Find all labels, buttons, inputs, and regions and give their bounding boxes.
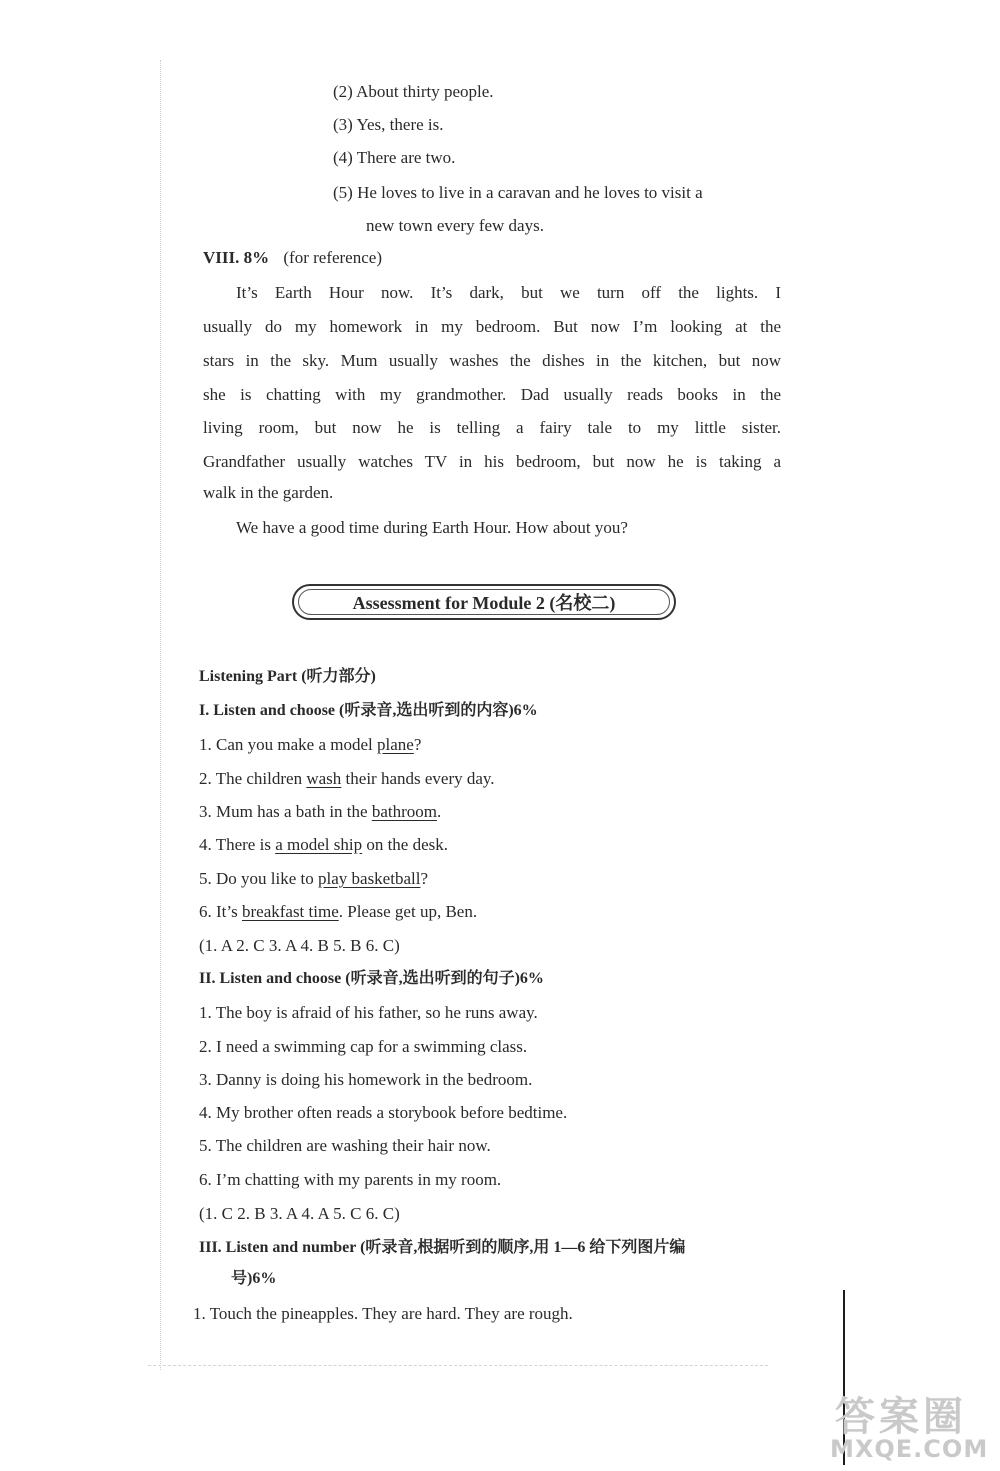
assessment-title-banner: [292, 584, 676, 620]
list-item: 3. Danny is doing his homework in the bedroom.: [199, 1070, 533, 1089]
answer-item: (3) Yes, there is.: [333, 115, 444, 134]
list-item: 4. There is a model ship on the desk.: [199, 835, 449, 854]
answer-key: (1. C 2. B 3. A 4. A 5. C 6. C): [199, 1204, 400, 1223]
passage-line: she is chatting with my grandmother. Dad usually reads books in the: [203, 385, 781, 404]
section-i-heading: I. Listen and choose (听录音,选出听到的内容)6%: [199, 702, 538, 719]
answer-item: (4) There are two.: [333, 148, 456, 167]
passage-line: It’s Earth Hour now. It’s dark, but we turn off the lights. I: [236, 283, 781, 302]
section-iii-heading: III. Listen and number (听录音,根据听到的顺序,用 1—6 给下列图片编: [199, 1239, 686, 1256]
list-item: 4. My brother often reads a storybook before bedtime.: [199, 1103, 568, 1122]
answer-item: (5) He loves to live in a caravan and he loves to visit a: [333, 183, 703, 202]
list-item: 5. The children are washing their hair now.: [199, 1136, 491, 1155]
section-viii-heading: [203, 248, 382, 268]
answer-item: (2) About thirty people.: [333, 82, 494, 101]
margin-rule: [160, 60, 161, 1370]
footer-rule: [148, 1365, 768, 1366]
list-item: 2. I need a swimming cap for a swimming class.: [199, 1037, 528, 1056]
watermark-text: 答案圈: [835, 1394, 967, 1440]
assessment-title: Assessment for Module 2 (名校二): [298, 589, 670, 615]
passage-line: living room, but now he is telling a fairy tale to my little sister.: [203, 418, 781, 437]
list-item: 1. The boy is afraid of his father, so he runs away.: [199, 1003, 538, 1022]
section-viii-label: VIII. 8%: [203, 248, 270, 267]
watermark-logo: [815, 1385, 995, 1465]
section-iii-heading-continuation: 号)6%: [231, 1270, 277, 1287]
answer-key: (1. A 2. C 3. A 4. B 5. B 6. C): [199, 936, 400, 955]
passage-line: walk in the garden.: [203, 483, 334, 502]
passage-closing: We have a good time during Earth Hour. How about you?: [236, 518, 628, 537]
passage-line: stars in the sky. Mum usually washes the dishes in the kitchen, but now: [203, 351, 781, 370]
list-item: 2. The children wash their hands every day.: [199, 769, 495, 788]
answer-item-continuation: new town every few days.: [366, 216, 544, 235]
listening-part-heading: Listening Part (听力部分): [199, 668, 376, 685]
section-viii-note: (for reference): [283, 248, 382, 267]
list-item: 3. Mum has a bath in the bathroom.: [199, 802, 442, 821]
list-item: 1. Can you make a model plane?: [199, 735, 422, 754]
section-ii-heading: II. Listen and choose (听录音,选出听到的句子)6%: [199, 970, 544, 987]
list-item: 5. Do you like to play basketball?: [199, 869, 428, 888]
list-item: 1. Touch the pineapples. They are hard. They are rough.: [193, 1304, 573, 1323]
list-item: 6. I’m chatting with my parents in my room.: [199, 1170, 502, 1189]
passage-line: usually do my homework in my bedroom. But now I’m looking at the: [203, 317, 781, 336]
watermark-url: MXQE.COM: [830, 1435, 989, 1463]
passage-line: Grandfather usually watches TV in his bedroom, but now he is taking a: [203, 452, 781, 471]
list-item: 6. It’s breakfast time. Please get up, Ben.: [199, 902, 478, 921]
